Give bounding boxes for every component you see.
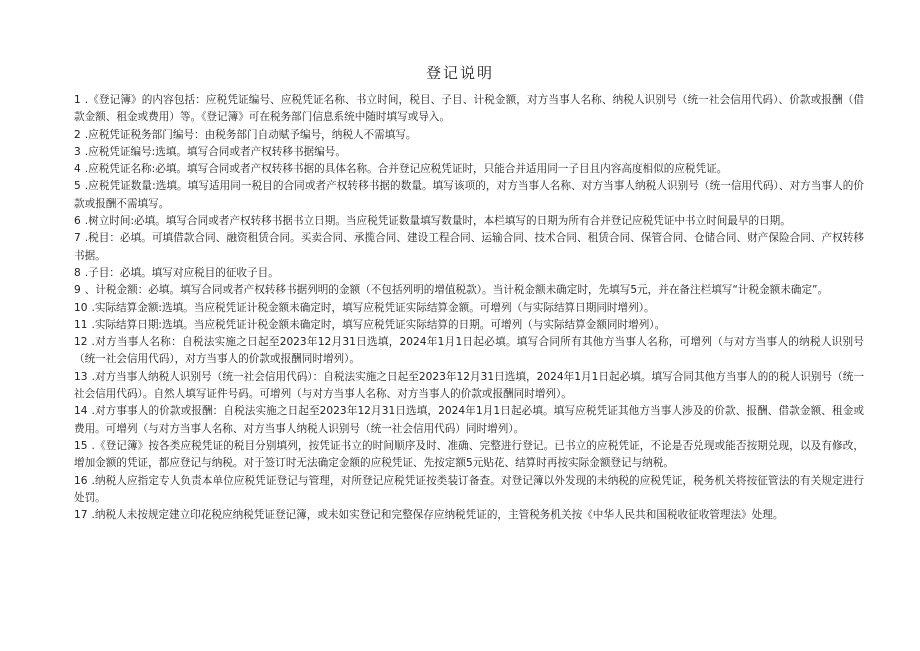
instruction-item [74,265,864,282]
item-text: .《登记簿》的内容包括：应税凭证编号、应税凭证名称、书立时间，税目、子目、计税金额，对方当事人名称、纳税人识别号（统一社会信用代码）、价款或报酬（借款金额、租金或费用）等。《登记簿》可在税务部门信息系统中随时填写或导入。 [74,94,864,124]
instruction-item [74,92,864,127]
item-number: 2 [74,128,81,141]
instruction-item [74,230,864,265]
instruction-item [74,178,864,213]
item-number: 15 [74,439,88,452]
item-text: .《登记簿》按各类应税凭证的税目分别填列，按凭证书立的时间顺序及时、准确、完整进行登记。已书立的应税凭证，不论是否兑现或能否按期兑现，以及有修改，增加金额的凭证，都应登记与纳税。对于签订时无法确定金额的应税凭证、先按定额5元贴花、结算时再按实际金额登记与纳税。 [74,439,864,470]
item-text: .税目：必填。可填借款合同、融资租赁合同。买卖合同、承揽合同、建设工程合同、运输合同、技术合同、租赁合同、保管合同、仓储合同、财产保险合同、产权转移书据。 [74,232,864,262]
item-number: 7 [74,232,81,245]
page-title: 登记说明 [425,64,494,82]
item-text: .应税凭证税务部门编号：由税务部门自动赋予编号，纳税人不需填写。 [84,128,417,141]
item-number: 12 [74,336,88,349]
item-text: .实际结算日期:选填。当应税凭证计税金额未确定时，填写应税凭证实际结算的日期。可增列（与实际结算金额同时增列）。 [91,318,666,331]
instruction-item [74,161,864,178]
instruction-item [74,438,864,473]
item-number: 10 [74,301,88,314]
item-number: 1 [74,94,81,106]
instruction-item [74,282,864,299]
item-text: .应税凭证数量:选填。填写适用同一税目的合同或者产权转移书据的数量。填写该项的，对方当事人名称、对方当事人纳税人识别号（统一信用代码）、对方当事人的价款或报酬不需填写。 [74,180,864,210]
item-number: 13 [74,370,88,383]
item-number: 8 [74,266,81,279]
item-text: .纳税人未按规定建立印花税应纳税凭证登记簿，或未如实登记和完整保存应纳税凭证的，主管税务机关按《中华人民共和国税收征收管理法》处理。 [91,509,784,522]
item-text: 、计税金额：必填。填写合同或者产权转移书据列明的金额（不包括列明的增值税款）。当计税金额未确定时，先填写5元，并在备注栏填写“计税金额未确定”。 [84,284,829,297]
item-text: .对方当事人名称：自税法实施之日起至2023年12月31日选填，2024年1月1日起必填。填写合同所有其他方当事人名称，可增列（与对方当事人的纳税人识别号（统一社会信用代码），对方当事人的价款或报酬同时增列）。 [74,336,864,366]
item-number: 3 [74,145,81,158]
item-text: .实际结算金额:选填。当应税凭证计税金额未确定时，填写应税凭证实际结算金额。可增列（与实际结算日期同时增列）。 [91,301,655,314]
instruction-item [74,507,864,524]
item-text: .应税凭证编号:选填。填写合同或者产权转移书据编号。 [84,145,346,158]
item-number: 9 [74,284,81,297]
item-number: 16 [74,474,88,487]
item-number: 17 [74,509,88,522]
item-text: .纳税人应指定专人负责本单位应税凭证登记与管理，对所登记应税凭证按类装订备查。对登记簿以外发现的未纳税的应税凭证，税务机关将按征管法的有关规定进行处罚。 [74,474,864,504]
instruction-item [74,317,864,334]
item-text: .对方当事人纳税人识别号（统一社会信用代码）：自税法实施之日起至2023年12月31日选填，2024年1月1日起必填。填写合同其他方当事人的的税人识别号（统一社会信用代码）。自然人填写证件号码。可增列（与对方当事人名称、对方当事人的价款或报酬同时增列）。 [74,370,864,401]
instruction-item [74,334,864,369]
instruction-item [74,300,864,317]
instruction-item [74,403,864,438]
instruction-list [74,92,864,524]
item-text: .子目：必填。填写对应税目的征收子目。 [84,266,279,279]
item-number: 5 [74,180,81,193]
instruction-item [74,127,864,144]
item-text: .树立时间:必填。填写合同或者产权转移书据书立日期。当应税凭证数量填写数量时，本栏填写的日期为所有合并登记应税凭证中书立时间最早的日期。 [84,215,791,228]
item-number: 6 [74,215,81,228]
item-number: 14 [74,405,88,418]
instruction-item [74,473,864,508]
item-text: .应税凭证名称:必填。填写合同或者产权转移书据的具体名称。合并登记应税凭证时，只能合并适用同一子目且内容高度相似的应税凭证。 [84,163,728,176]
item-number: 4 [74,163,81,176]
item-text: .对方事事人的价款或报酬：自税法实施之日起至2023年12月31日选填，2024年1月1日起必填。填写应税凭证其他方当事人涉及的价款、报酬、借款金额、租金或费用。可增列（与对方当事人名称、对方当事人纳税人识别号（统一社会信用代码）同时增列）。 [74,405,864,435]
instruction-item [74,369,864,404]
item-number: 11 [74,318,88,331]
instruction-item [74,213,864,230]
instruction-item [74,144,864,161]
